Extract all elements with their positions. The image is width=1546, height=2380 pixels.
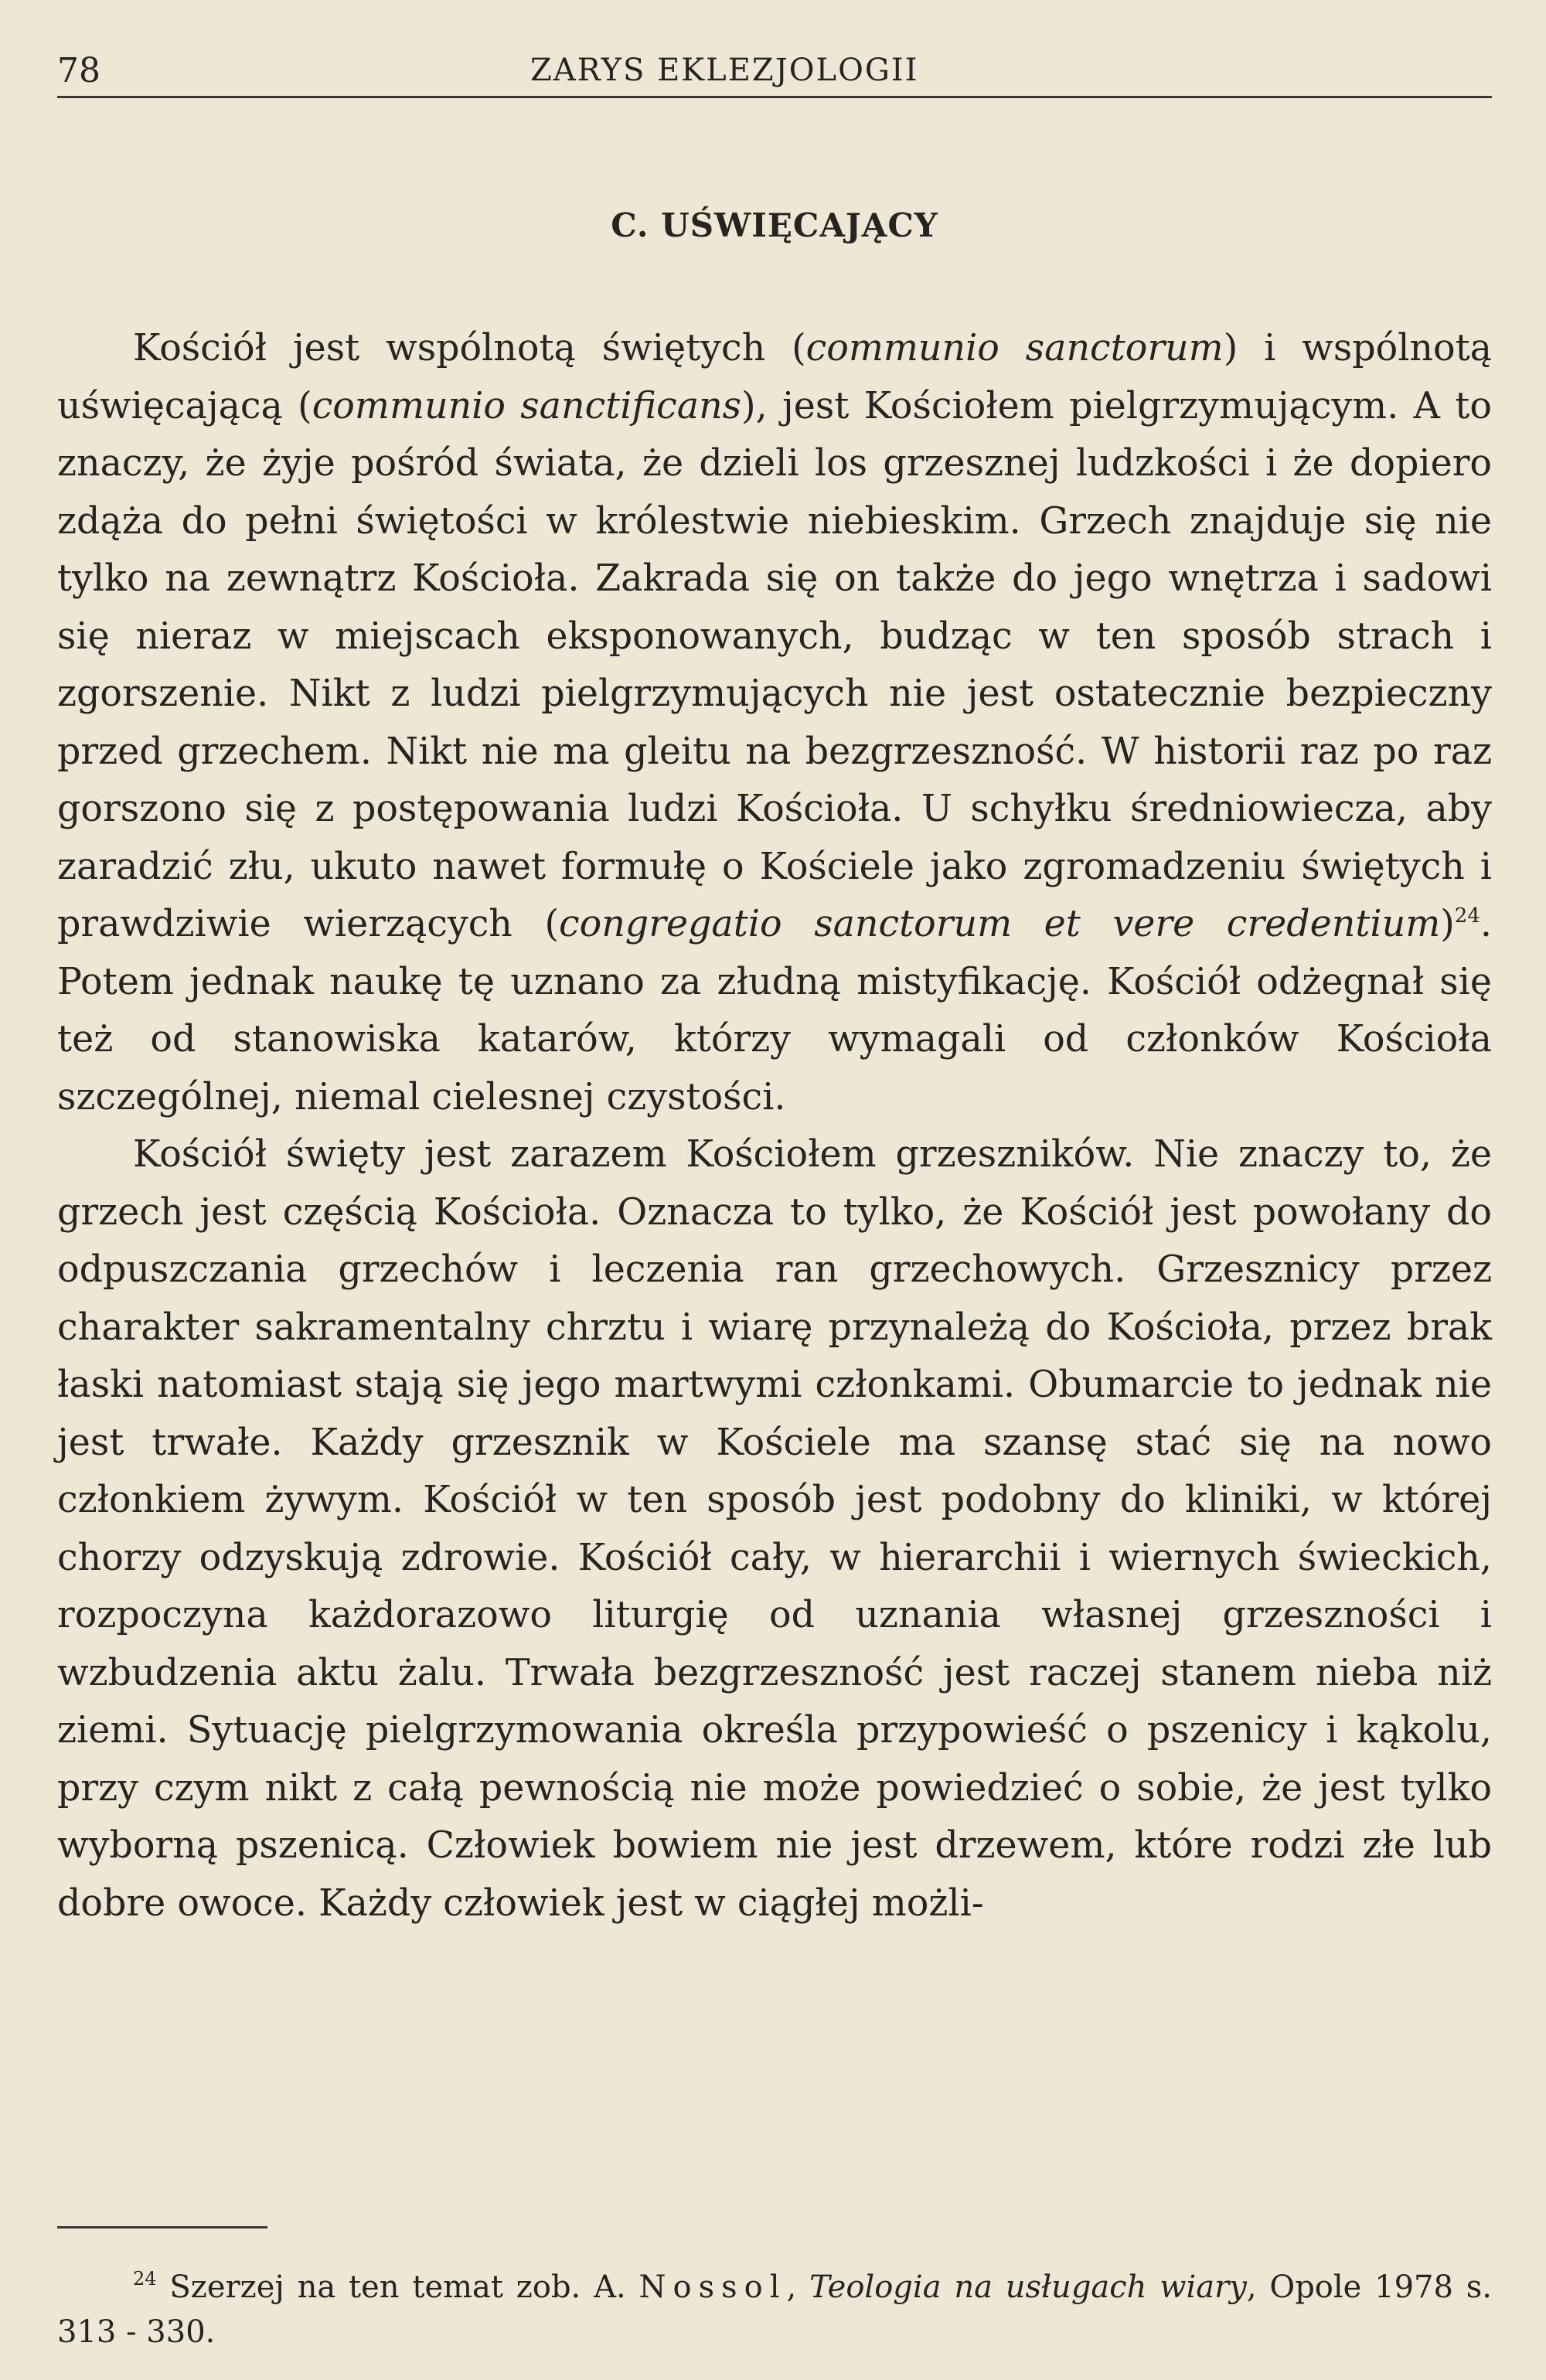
paragraph-1-text-e: . Potem jednak naukę tę uznano za złudną mistyfikację. Kościół odżegnał się też od stanowiska katarów, którzy wymagali od członków Kościoła szczególnej, niemal cielesnej czystości. bbox=[57, 903, 1492, 1118]
footnote-text-a: Szerzej na ten temat zob. A. bbox=[169, 2269, 639, 2305]
latin-term-communio-sanctificans: communio sanctificans bbox=[312, 384, 742, 427]
latin-term-communio-sanctorum: communio sanctorum bbox=[805, 327, 1224, 369]
paragraph-1-text-a: Kościół jest wspólnotą świętych ( bbox=[133, 327, 806, 369]
footnote bbox=[57, 2265, 1492, 2354]
footnote-title: Teologia na usługach wiary bbox=[809, 2269, 1247, 2305]
footnote-number: 24 bbox=[133, 2268, 157, 2290]
latin-term-congregatio: congregatio sanctorum et vere credentium bbox=[559, 903, 1441, 945]
footnote-author: Nossol bbox=[638, 2269, 787, 2305]
footnote-text-c: , Opole 1978 s. 313 - 330. bbox=[57, 2269, 1493, 2350]
footnote-divider bbox=[57, 2226, 267, 2228]
paragraph-2: Kościół święty jest zarazem Kościołem grzeszników. Nie znaczy to, że grzech jest częścią Kościoła. Oznacza to tylko, że Kościół jest powołany do odpuszczania grzechów i leczenia ran grzechowych. Grzesznicy przez charakter sakramentalny chrztu i wiarę przynależą do Kościoła, przez brak łaski natomiast stają się jego martwymi członkami. Obumarcie to jednak nie jest trwałe. Każdy grzesznik w Kościele ma szansę stać się na nowo członkiem żywym. Kościół w ten sposób jest podobny do kliniki, w której chorzy odzyskują zdrowie. Kościół cały, w hierarchii i wiernych świeckich, rozpoczyna każdorazowo liturgię od uznania własnej grzeszności i wzbudzenia aktu żalu. Trwała bezgrzeszność jest raczej stanem nieba niż ziemi. Sytuację pielgrzymowania określa przypowieść o pszenicy i kąkolu, przy czym nikt z całą pewnością nie może powiedzieć o sobie, że jest tylko wyborną pszenicą. Człowiek bowiem nie jest drzewem, które rodzi złe lub dobre owoce. Każdy człowiek jest w ciągłej możli- bbox=[57, 1133, 1492, 1925]
footnote-text-b: , bbox=[786, 2269, 810, 2305]
paragraph-1-text-c: ), jest Kościołem pielgrzymującym. A to znaczy, że żyje pośród świata, że dzieli los grzesznej ludzkości i że dopiero zdąża do pełni świętości w królestwie niebieskim. Grzech znajduje się nie tylko na zewnątrz Kościoła. Zakrada się on także do jego wnętrza i sadowi się nieraz w miejscach eksponowanych, budząc w ten sposób strach i zgorszenie. Nikt z ludzi pielgrzymujących nie jest ostatecznie bezpieczny przed grzechem. Nikt nie ma gleitu na bezgrzeszność. W historii raz po raz gorszono się z postępowania ludzi Kościoła. U schyłku średniowiecza, aby zaradzić złu, ukuto nawet formułę o Kościele jako zgromadzeniu świętych i prawdziwie wierzących ( bbox=[57, 384, 1492, 945]
page-number: 78 bbox=[57, 51, 100, 90]
footnote-reference[interactable]: 24 bbox=[1454, 904, 1480, 928]
paragraph-1-text-d: ) bbox=[1440, 903, 1455, 945]
paragraph-1 bbox=[57, 320, 1492, 1126]
section-heading: C. UŚWIĘCAJĄCY bbox=[611, 206, 938, 244]
body-text bbox=[57, 320, 1492, 1932]
paragraph-1-text-b: ) i wspólnotą uświęcającą ( bbox=[57, 327, 1492, 427]
running-title: ZARYS EKLEZJOLOGII bbox=[530, 53, 919, 88]
running-header bbox=[57, 45, 1492, 98]
